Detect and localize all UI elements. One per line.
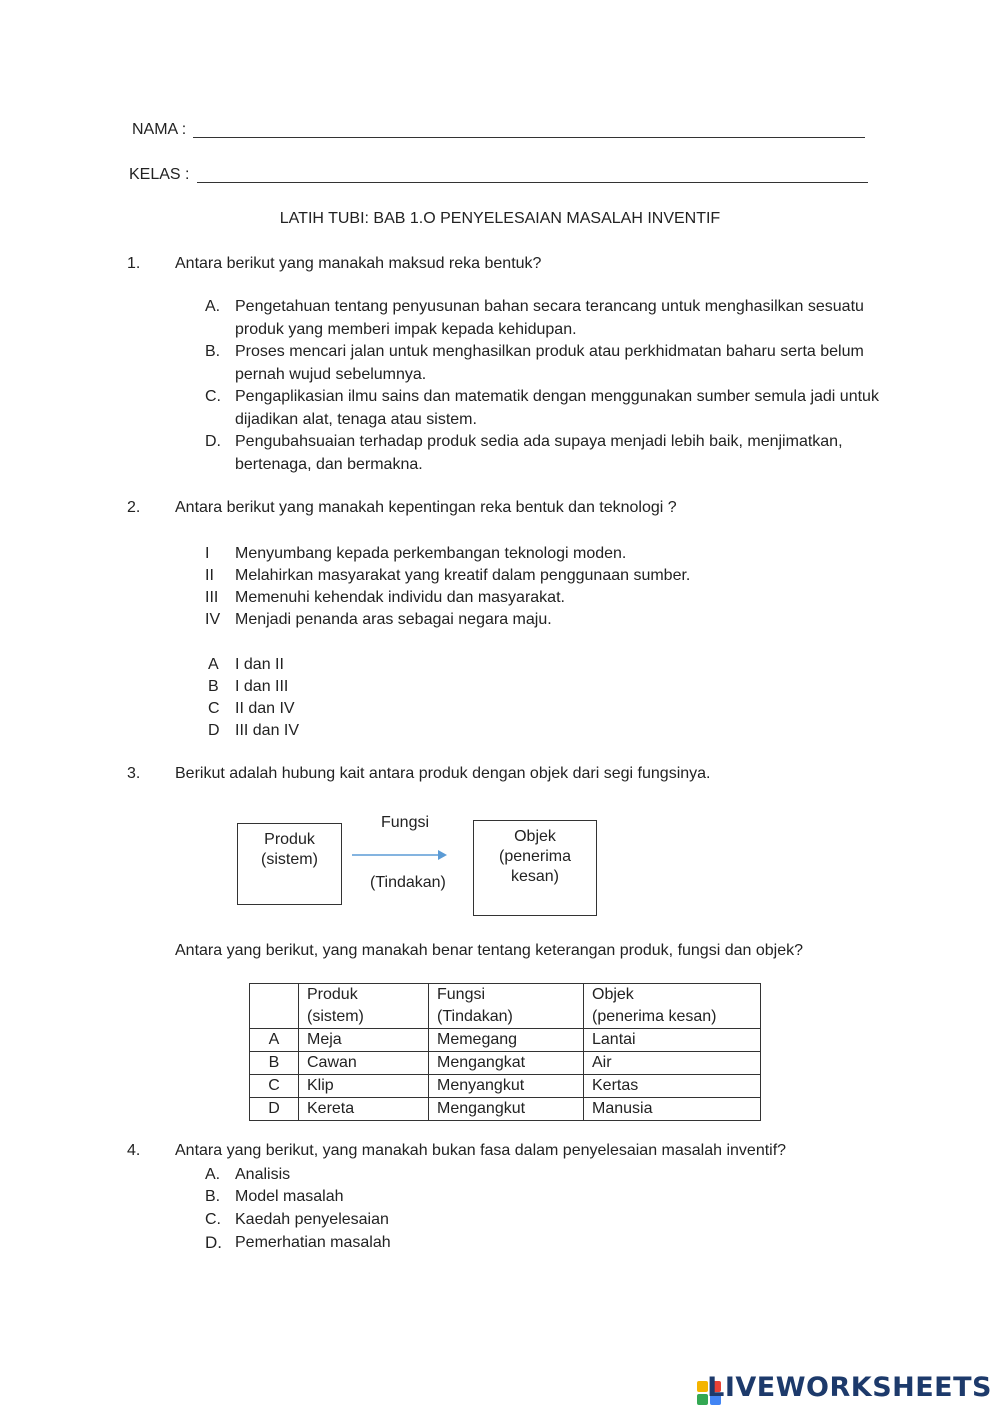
- diagram-produk-line1: Produk: [264, 831, 315, 848]
- q3-answer-table: [249, 983, 761, 1121]
- diagram-objek-box: [473, 820, 597, 916]
- q1-option-letter: C.: [205, 388, 221, 405]
- table-cell: Klip: [299, 1075, 429, 1098]
- table-cell: Lantai: [584, 1029, 761, 1052]
- q2-statement-roman: I: [205, 545, 210, 562]
- q2-option-text: III dan IV: [235, 722, 300, 739]
- q1-text: Antara berikut yang manakah maksud reka bentuk?: [175, 255, 542, 272]
- q2-statement-text: Melahirkan masyarakat yang kreatif dalam penggunaan sumber.: [235, 567, 691, 584]
- table-cell: Kertas: [584, 1075, 761, 1098]
- table-header-row: [250, 984, 761, 1029]
- diagram-tindakan-label: (Tindakan): [370, 874, 446, 891]
- q1-option-letter: D.: [205, 433, 221, 450]
- q2-option-text: I dan III: [235, 678, 289, 695]
- nama-label: NAMA :: [132, 121, 187, 138]
- table-row[interactable]: [250, 1075, 761, 1098]
- q2-statement-roman: IV: [205, 611, 221, 628]
- table-row[interactable]: [250, 1029, 761, 1052]
- table-cell: D: [250, 1098, 299, 1121]
- q3-text: Berikut adalah hubung kait antara produk dengan objek dari segi fungsinya.: [175, 765, 711, 782]
- table-cell: B: [250, 1052, 299, 1075]
- q4-text: Antara yang berikut, yang manakah bukan fasa dalam penyelesaian masalah inventif?: [175, 1142, 787, 1159]
- table-cell: Mengangkat: [429, 1052, 584, 1075]
- q2-option-letter: C: [208, 700, 220, 717]
- q1-option-letter: B.: [205, 343, 221, 360]
- q4-option-text: Kaedah penyelesaian: [235, 1211, 389, 1228]
- table-cell: Memegang: [429, 1029, 584, 1052]
- table-row[interactable]: [250, 1098, 761, 1121]
- header-line: Fungsi: [437, 986, 486, 1003]
- q4-option-text: Model masalah: [235, 1188, 344, 1205]
- q1-option-text: Pengubahsuaian terhadap produk sedia ada supaya menjadi lebih baik, menjimatkan, bertenaga, dan bermakna.: [235, 433, 843, 473]
- q2-text: Antara berikut yang manakah kepentingan reka bentuk dan teknologi ?: [175, 499, 677, 516]
- q3-number: 3.: [127, 765, 141, 782]
- diagram-produk-box: [237, 823, 342, 905]
- diagram-arrow: [350, 847, 450, 863]
- q4-option-letter: D.: [205, 1233, 222, 1252]
- q4-number: 4.: [127, 1142, 141, 1159]
- table-header-cell: [584, 984, 761, 1029]
- worksheet-title: LATIH TUBI: BAB 1.O PENYELESAIAN MASALAH INVENTIF: [279, 210, 721, 227]
- diagram-objek-line1: Objek: [514, 828, 556, 845]
- diagram-objek-line3: kesan): [510, 868, 560, 885]
- header-line: (Tindakan): [437, 1008, 513, 1025]
- table-cell: Manusia: [584, 1098, 761, 1121]
- table-cell: Meja: [299, 1029, 429, 1052]
- kelas-field[interactable]: [197, 182, 868, 183]
- q2-option-letter: A: [208, 656, 219, 673]
- q2-statement-roman: III: [205, 589, 219, 606]
- table-cell: C: [250, 1075, 299, 1098]
- q4-option-text: Pemerhatian masalah: [235, 1234, 391, 1251]
- header-line: (sistem): [307, 1008, 364, 1025]
- table-header-cell: [250, 984, 299, 1029]
- table-header-cell: [429, 984, 584, 1029]
- q4-option-text: Analisis: [235, 1166, 291, 1183]
- q4-option-letter: C.: [205, 1211, 221, 1228]
- q2-option-letter: D: [208, 722, 220, 739]
- header-line: Objek: [592, 986, 634, 1003]
- q1-number: 1.: [127, 255, 141, 272]
- q1-option-text: Proses mencari jalan untuk menghasilkan produk atau perkhidmatan baharu serta belum pernah wujud sebelumnya.: [235, 343, 864, 383]
- q2-statement-text: Menjadi penanda aras sebagai negara maju.: [235, 611, 552, 628]
- table-row[interactable]: [250, 1052, 761, 1075]
- diagram-objek-line2: (penerima: [498, 848, 572, 865]
- nama-field[interactable]: [193, 137, 865, 138]
- q1-option-text: Pengetahuan tentang penyusunan bahan secara terancang untuk menghasilkan sesuatu produk yang memberi impak kepada kehidupan.: [235, 298, 864, 338]
- table-cell: Air: [584, 1052, 761, 1075]
- header-line: (penerima kesan): [592, 1008, 717, 1025]
- kelas-label: KELAS :: [129, 166, 190, 183]
- q2-option-text: II dan IV: [235, 700, 295, 717]
- header-line: Produk: [307, 986, 358, 1003]
- q2-statement-roman: II: [205, 567, 214, 584]
- table-cell: Mengangkut: [429, 1098, 584, 1121]
- diagram-fungsi-label: Fungsi: [381, 814, 430, 831]
- liveworksheets-brand: LIVEWORKSHEETS: [707, 1372, 992, 1403]
- q2-number: 2.: [127, 499, 141, 516]
- diagram-produk-line2: (sistem): [261, 851, 318, 868]
- q4-option-letter: A.: [205, 1166, 221, 1183]
- q1-option-letter: A.: [205, 298, 221, 315]
- table-cell: Cawan: [299, 1052, 429, 1075]
- q2-option-text: I dan II: [235, 656, 284, 673]
- q2-option-letter: B: [208, 678, 219, 695]
- table-cell: Menyangkut: [429, 1075, 584, 1098]
- table-cell: Kereta: [299, 1098, 429, 1121]
- q1-option-text: Pengaplikasian ilmu sains dan matematik dengan menggunakan sumber semula jadi untuk dijadikan alat, tenaga atau sistem.: [235, 388, 879, 428]
- q4-option-letter: B.: [205, 1188, 221, 1205]
- q2-statement-text: Memenuhi kehendak individu dan masyarakat.: [235, 589, 565, 606]
- q2-statement-text: Menyumbang kepada perkembangan teknologi moden.: [235, 545, 627, 562]
- table-cell: A: [250, 1029, 299, 1052]
- q3-prompt: Antara yang berikut, yang manakah benar tentang keterangan produk, fungsi dan objek?: [175, 942, 803, 959]
- table-header-cell: [299, 984, 429, 1029]
